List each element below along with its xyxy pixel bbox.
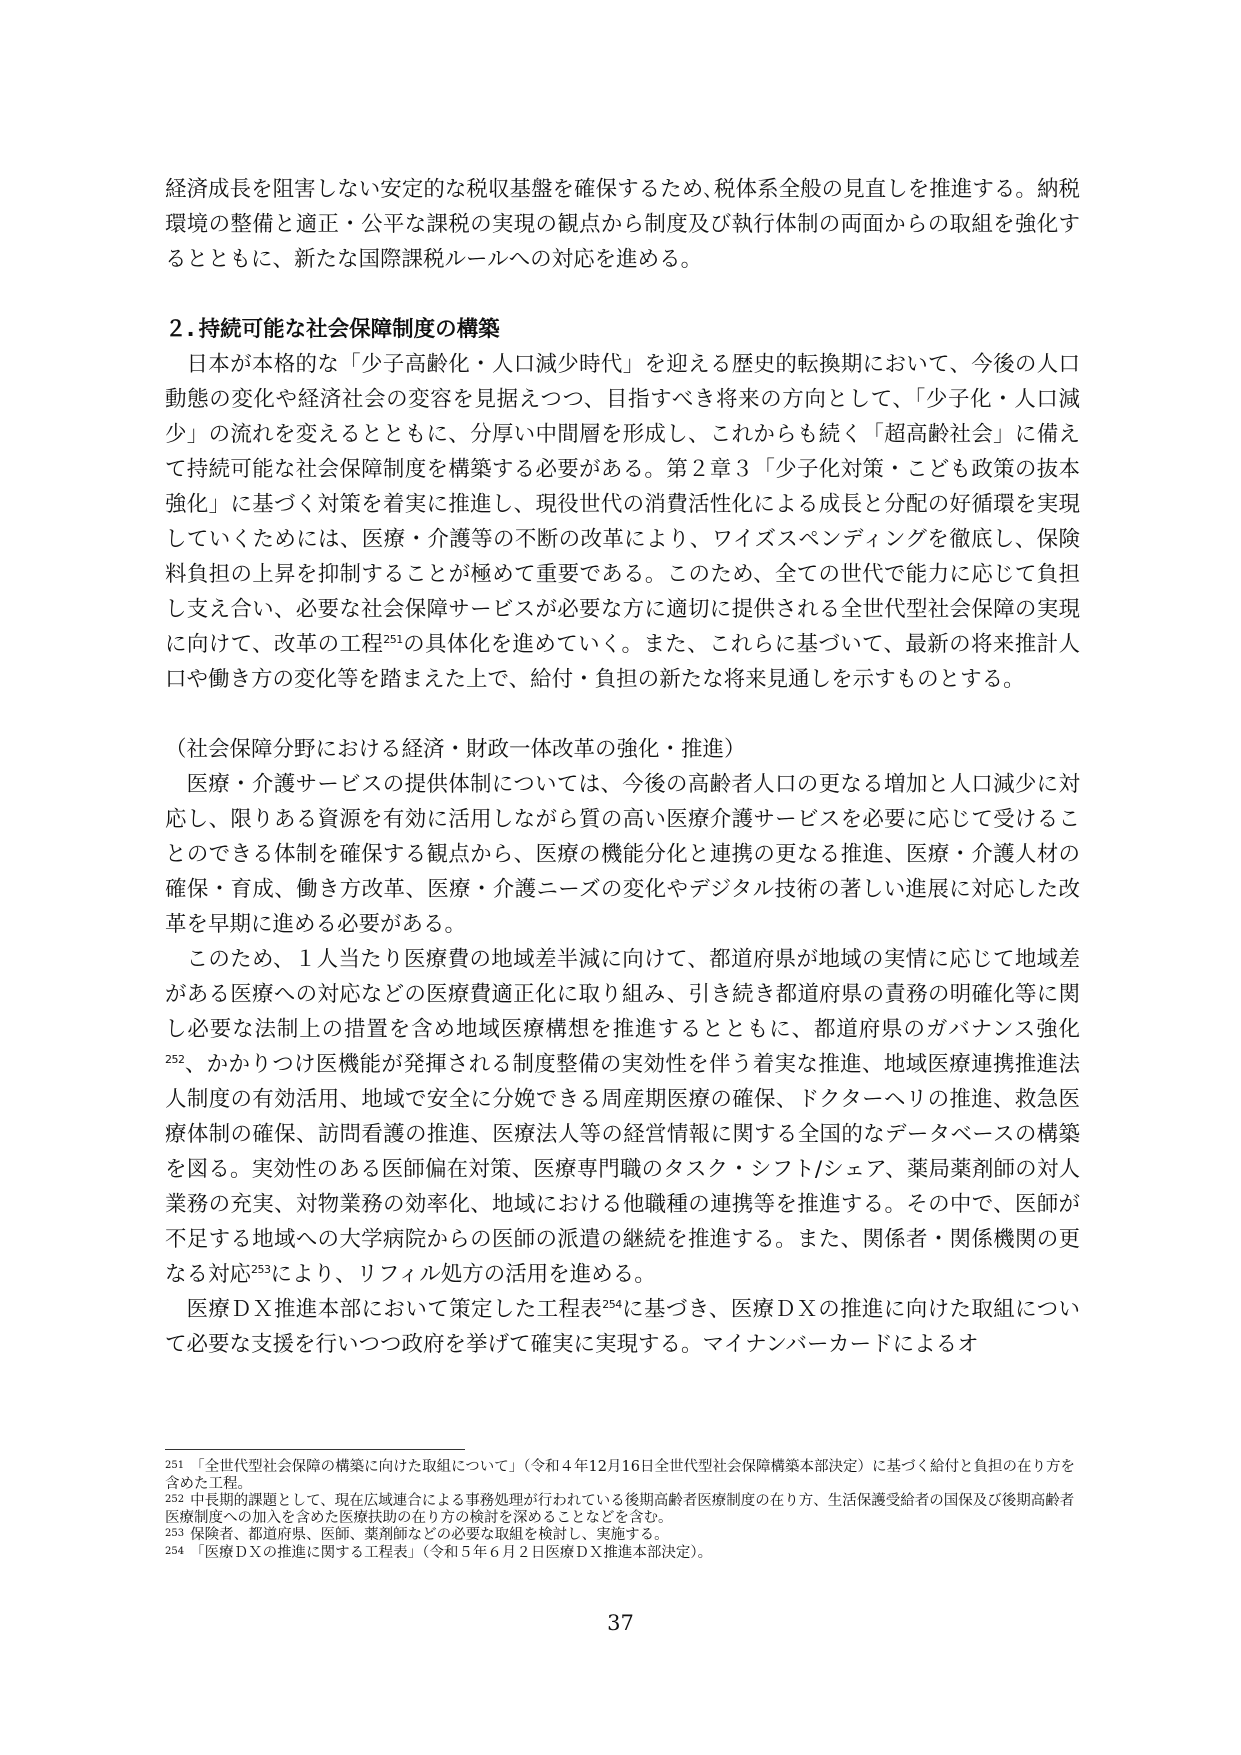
section-title: 持続可能な社会保障制度の構築 [198, 317, 500, 342]
footnotes [165, 1458, 1080, 1561]
intro-paragraph: 経済成長を阻害しない安定的な税収基盤を確保するため､税体系全般の見直しを推進する。納税環境の整備と適正・公平な課税の実現の観点から制度及び執行体制の両面からの取組を強化するとともに、新たな国際課税ルールへの対応を進める。 [165, 177, 1080, 272]
section-paragraph [165, 347, 1080, 697]
text-run: 日本が本格的な「少子高齢化・人口減少時代」を迎える歴史的転換期において、今後の人口動態の変化や経済社会の変容を見据えつつ、目指すべき将来の方向として、「少子化・人口減少」の流れを変えるとともに、分厚い中間層を形成し、これからも続く「超高齢社会」に備えて持続可能な社会保障制度を構築する必要がある。第２章３「少子化対策・こども政策の抜本強化」に基づく対策を着実に推進し、現役世代の消費活性化による成長と分配の好循環を実現していくためには、医療・介護等の不断の改革により、ワイズスペンディングを徹底し、保険料負担の上昇を抑制することが極めて重要である。このため、全ての世代で能力に応じて負担し支え合い、必要な社会保障サービスが必要な方に適切に提供される全世代型社会保障の実現に向けて、改革の工程 [165, 352, 1080, 657]
footnote-text: 保険者、都道府県、医師、薬剤師などの必要な取組を検討し、実施する。 [190, 1527, 669, 1543]
main-text [165, 172, 1080, 1362]
paragraph-medical-care: 医療・介護サービスの提供体制については、今後の高齢者人口の更なる増加と人口減少に対応し、限りある資源を有効に活用しながら質の高い医療介護サービスを必要に応じて受けることのできる体制を確保する観点から、医療の機能分化と連携の更なる推進、医療・介護人材の確保・育成、働き方改革、医療・介護ニーズの変化やデジタル技術の著しい進展に対応した改革を早期に進める必要がある。 [165, 772, 1080, 937]
footnote-text: 「医療ＤＸの推進に関する工程表」（令和５年６月２日医療ＤＸ推進本部決定）。 [190, 1544, 713, 1561]
footnote-text: 中長期的課題として、現在広域連合による事務処理が行われている後期高齢者医療制度の在り方、生活保護受給者の国保及び後期高齢者医療制度への加入を含めた医療扶助の在り方の検討を深めることなどを含む。 [165, 1493, 1075, 1526]
section-heading [165, 312, 1080, 347]
paragraph-medical-dx [165, 1292, 1080, 1362]
footnote-number: 254 [165, 1545, 185, 1557]
text-run: の具体化を進めていく。また、これらに基づいて、最新の将来推計人口や働き方の変化等を踏まえた上で、給付・負担の新たな将来見通しを示すものとする。 [165, 632, 1080, 692]
text-run: 医療ＤＸ推進本部において策定した工程表 [186, 1297, 603, 1322]
text-run: 、かかりつけ医機能が発揮される制度整備の実効性を伴う着実な推進、地域医療連携推進法人制度の有効活用、地域で安全に分娩できる周産期医療の確保、ドクターヘリの推進、救急医療体制の確保、訪問看護の推進、医療法人等の経営情報に関する全国的なデータベースの構築を図る。実効性のある医師偏在対策、医療専門職のタスク・シフト/シェア、薬局薬剤師の対人業務の充実、対物業務の効率化、地域における他職種の連携等を推進する。その中で、医師が不足する地域への大学病院からの医師の派遣の継続を推進する。また、関係者・関係機関の更なる対応 [165, 1052, 1080, 1287]
footnote-ref-252[interactable]: 252 [165, 1053, 185, 1066]
section-number: ２. [165, 317, 195, 342]
page-number: 37 [607, 1611, 634, 1635]
text-run: このため、１人当たり医療費の地域差半減に向けて、都道府県が地域の実情に応じて地域差がある医療への対応などの医療費適正化に取り組み、引き続き都道府県の責務の明確化等に関し必要な法制上の措置を含め地域医療構想を推進するとともに、都道府県のガバナンス強化 [165, 947, 1080, 1042]
footnote-ref-254[interactable]: 254 [602, 1298, 622, 1311]
footnote-252 [165, 1492, 1080, 1526]
subheading: （社会保障分野における経済・財政一体改革の強化・推進） [165, 737, 746, 762]
text-run: に基づき、医療ＤＸの推進に向けた取組について必要な支援を行いつつ政府を挙げて確実に実現する。マイナンバーカードによるオ [165, 1297, 1080, 1357]
footnote-text: 「全世代型社会保障の構築に向けた取組について」（令和４年12月16日全世代型社会保障構築本部決定）に基づく給付と負担の在り方を含めた工程。 [165, 1459, 1075, 1492]
footnote-number: 251 [165, 1460, 185, 1471]
footnote-ref-251[interactable]: 251 [383, 633, 403, 646]
footnote-253 [165, 1526, 1080, 1544]
footnote-number: 253 [165, 1528, 185, 1539]
footnote-ref-253[interactable]: 253 [251, 1263, 271, 1276]
footnote-251 [165, 1458, 1080, 1492]
footnote-divider [165, 1449, 465, 1450]
footnote-254 [165, 1544, 1080, 1562]
text-run: により、リフィル処方の活用を進める。 [270, 1262, 656, 1287]
footnote-number: 252 [165, 1494, 185, 1505]
paragraph-regional-medical [165, 942, 1080, 1292]
